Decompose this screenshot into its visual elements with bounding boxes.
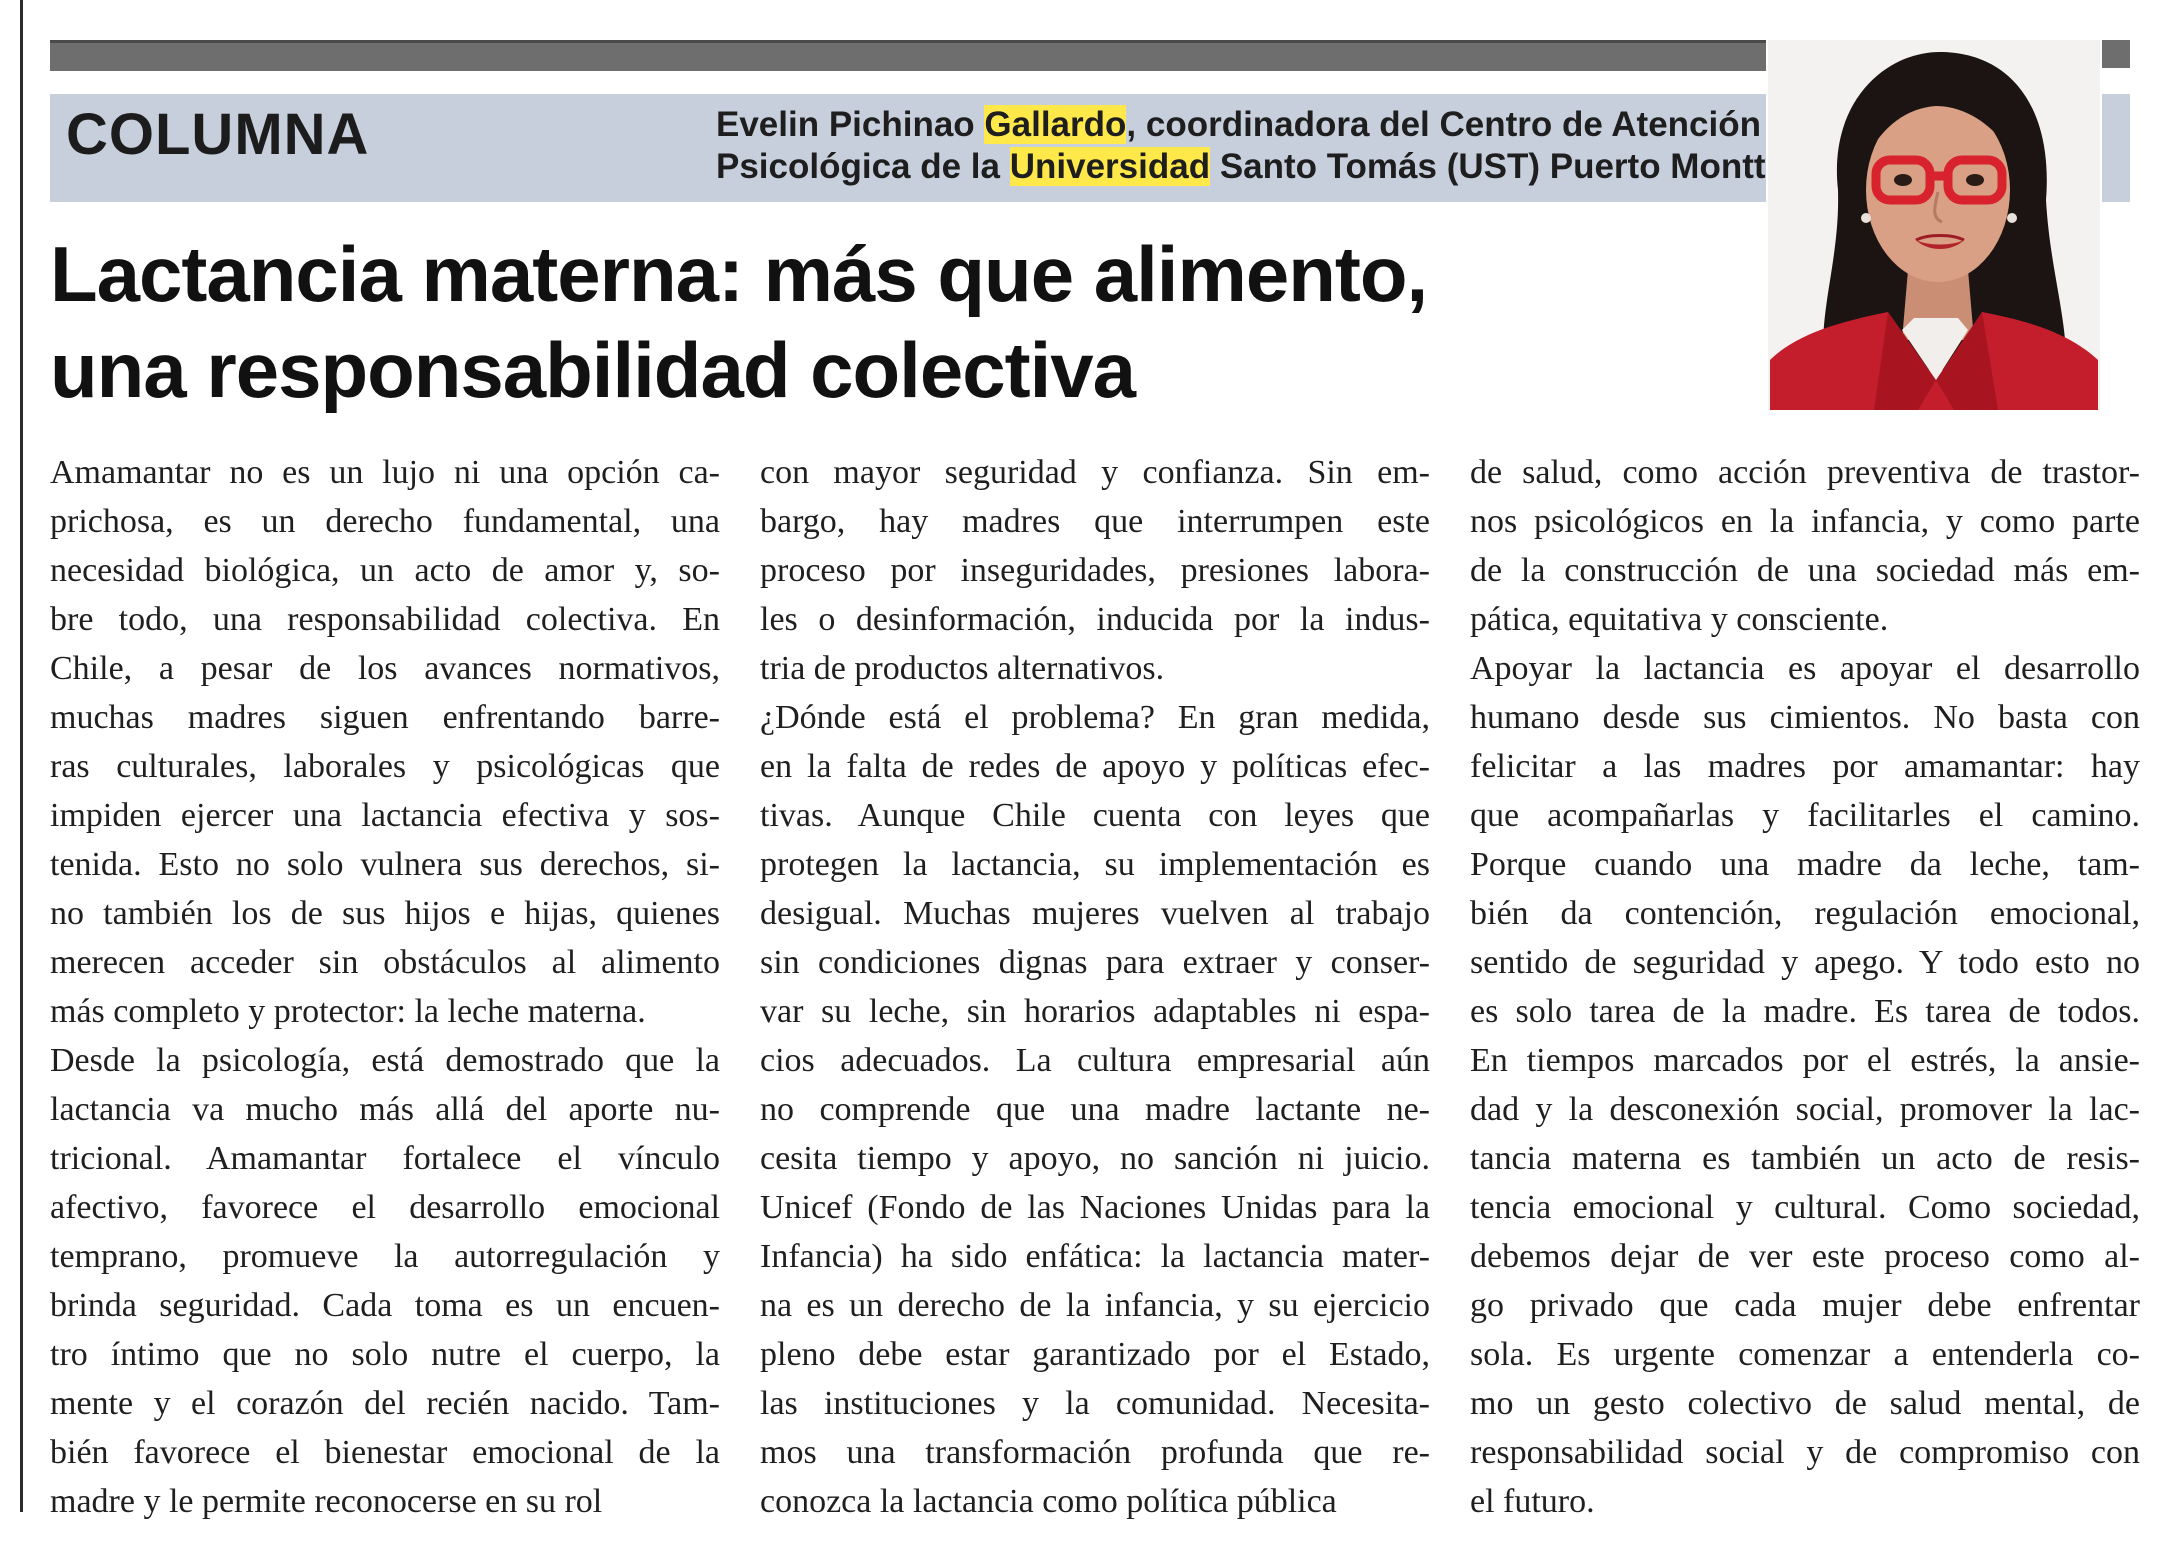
body-text-line: no comprende que una madre lactante ne- xyxy=(760,1091,1430,1128)
article-body xyxy=(50,448,2140,1528)
body-text-line: Amamantar no es un lujo ni una opción ca- xyxy=(50,454,720,491)
body-text-line: madre y le permite reconocerse en su rol xyxy=(50,1483,603,1520)
body-text-line: es solo tarea de la madre. Es tarea de todos. xyxy=(1470,993,2140,1030)
body-text-line: pleno debe estar garantizado por el Estado, xyxy=(760,1336,1430,1373)
body-text-line: mos una transformación profunda que re- xyxy=(760,1434,1430,1471)
body-text-line: var su leche, sin horarios adaptables ni espa- xyxy=(760,993,1430,1030)
body-text-line: prichosa, es un derecho fundamental, una xyxy=(50,503,720,540)
body-text-line: de la construcción de una sociedad más em- xyxy=(1470,552,2140,589)
body-text-line: brinda seguridad. Cada toma es un encuen- xyxy=(50,1287,720,1324)
author-byline xyxy=(716,104,1766,188)
byline-highlight-university: Universidad xyxy=(1009,147,1211,186)
top-rule-bar xyxy=(50,40,1766,71)
body-text-line: bién da contención, regulación emocional, xyxy=(1470,895,2140,932)
body-text-line: cios adecuados. La cultura empresarial aún xyxy=(760,1042,1430,1079)
body-text-line: dad y la desconexión social, promover la lac- xyxy=(1470,1091,2140,1128)
body-text-line: Chile, a pesar de los avances normativos, xyxy=(50,650,720,687)
body-text-line: más completo y protector: la leche materna. xyxy=(50,993,646,1030)
body-text-line: no también los de sus hijos e hijas, quienes xyxy=(50,895,720,932)
body-text-line: bre todo, una responsabilidad colectiva. En xyxy=(50,601,720,638)
byline-text: Santo Tomás (UST) Puerto Montt xyxy=(1210,147,1766,186)
body-text-line: de salud, como acción preventiva de trastor- xyxy=(1470,454,2140,491)
body-text-line: protegen la lactancia, su implementación es xyxy=(760,846,1430,883)
body-text-line: les o desinformación, inducida por la indus- xyxy=(760,601,1430,638)
body-text-line: mo un gesto colectivo de salud mental, de xyxy=(1470,1385,2140,1422)
body-text-line: humano desde sus cimientos. No basta con xyxy=(1470,699,2140,736)
body-text-line: na es un derecho de la infancia, y su ejercicio xyxy=(760,1287,1430,1324)
body-text-line: bién favorece el bienestar emocional de la xyxy=(50,1434,720,1471)
body-text-line: Unicef (Fondo de las Naciones Unidas para la xyxy=(760,1189,1430,1226)
body-text-line: tancia materna es también un acto de resis- xyxy=(1470,1140,2140,1177)
body-text-line: sin condiciones dignas para extraer y conser- xyxy=(760,944,1430,981)
headline-line-2: una responsabilidad colectiva xyxy=(50,326,1136,414)
body-text-line: temprano, promueve la autorregulación y xyxy=(50,1238,720,1275)
body-text-line: nos psicológicos en la infancia, y como parte xyxy=(1470,503,2140,540)
body-text-line: felicitar a las madres por amamantar: hay xyxy=(1470,748,2140,785)
body-text-line: merecen acceder sin obstáculos al alimento xyxy=(50,944,720,981)
body-text-line: necesidad biológica, un acto de amor y, so- xyxy=(50,552,720,589)
body-text-line: tria de productos alternativos. xyxy=(760,650,1165,687)
body-text-line: tricional. Amamantar fortalece el vínculo xyxy=(50,1140,720,1177)
body-text-line: ¿Dónde está el problema? En gran medida, xyxy=(760,699,1430,736)
body-text-line: Porque cuando una madre da leche, tam- xyxy=(1470,846,2140,883)
body-text-line: cesita tiempo y apoyo, no sanción ni juicio. xyxy=(760,1140,1430,1177)
byline-highlight-name: Gallardo xyxy=(984,105,1127,144)
body-text-line: sola. Es urgente comenzar a entenderla co- xyxy=(1470,1336,2140,1373)
body-text-line: afectivo, favorece el desarrollo emocional xyxy=(50,1189,720,1226)
body-text-line: sentido de seguridad y apego. Y todo esto no xyxy=(1470,944,2140,981)
body-text-line: muchas madres siguen enfrentando barre- xyxy=(50,699,720,736)
body-text-line: pática, equitativa y consciente. xyxy=(1470,601,1889,638)
body-text-line: las instituciones y la comunidad. Necesita- xyxy=(760,1385,1430,1422)
byline-line-2 xyxy=(716,146,1766,188)
body-text-line: Infancia) ha sido enfática: la lactancia mater- xyxy=(760,1238,1430,1275)
byline-text: Evelin Pichinao xyxy=(716,105,985,144)
header-band-right xyxy=(2102,94,2130,202)
body-text-line: go privado que cada mujer debe enfrentar xyxy=(1470,1287,2140,1324)
headline xyxy=(50,226,1730,418)
author-photo xyxy=(1768,40,2100,410)
body-text-line: impiden ejercer una lactancia efectiva y sos- xyxy=(50,797,720,834)
body-text-line: responsabilidad social y de compromiso con xyxy=(1470,1434,2140,1471)
headline-line-1: Lactancia materna: más que alimento, xyxy=(50,230,1428,318)
body-text-line: el futuro. xyxy=(1470,1483,1595,1520)
body-text-line: con mayor seguridad y confianza. Sin em- xyxy=(760,454,1430,491)
body-text-line: que acompañarlas y facilitarles el camino. xyxy=(1470,797,2140,834)
byline-line-1 xyxy=(716,104,1762,146)
body-text-line: tivas. Aunque Chile cuenta con leyes que xyxy=(760,797,1430,834)
body-text-line: En tiempos marcados por el estrés, la ansie- xyxy=(1470,1042,2140,1079)
body-text-line: desigual. Muchas mujeres vuelven al trabajo xyxy=(760,895,1430,932)
body-column-2 xyxy=(760,448,1430,1526)
body-text-line: tenida. Esto no solo vulnera sus derechos, si- xyxy=(50,846,720,883)
byline-text: Psicológica de la xyxy=(716,147,1010,186)
body-column-1 xyxy=(50,448,720,1526)
body-text-line: en la falta de redes de apoyo y políticas efec- xyxy=(760,748,1430,785)
left-margin-rule xyxy=(20,0,23,1512)
body-column-3 xyxy=(1470,448,2140,1526)
section-label: COLUMNA xyxy=(66,102,370,167)
body-text-line: mente y el corazón del recién nacido. Tam- xyxy=(50,1385,720,1422)
body-text-line: bargo, hay madres que interrumpen este xyxy=(760,503,1430,540)
body-text-line: ras culturales, laborales y psicológicas que xyxy=(50,748,720,785)
top-rule-bar-right xyxy=(2102,40,2130,68)
body-text-line: tencia emocional y cultural. Como sociedad, xyxy=(1470,1189,2140,1226)
body-text-line: conozca la lactancia como política pública xyxy=(760,1483,1337,1520)
body-text-line: tro íntimo que no solo nutre el cuerpo, la xyxy=(50,1336,720,1373)
body-text-line: Apoyar la lactancia es apoyar el desarrollo xyxy=(1470,650,2140,687)
byline-text: , coordinadora del Centro de Atención xyxy=(1126,105,1762,144)
body-text-line: debemos dejar de ver este proceso como al- xyxy=(1470,1238,2140,1275)
body-text-line: lactancia va mucho más allá del aporte nu- xyxy=(50,1091,720,1128)
body-text-line: Desde la psicología, está demostrado que la xyxy=(50,1042,720,1079)
author-portrait-illustration xyxy=(1768,40,2100,410)
body-text-line: proceso por inseguridades, presiones labora- xyxy=(760,552,1430,589)
